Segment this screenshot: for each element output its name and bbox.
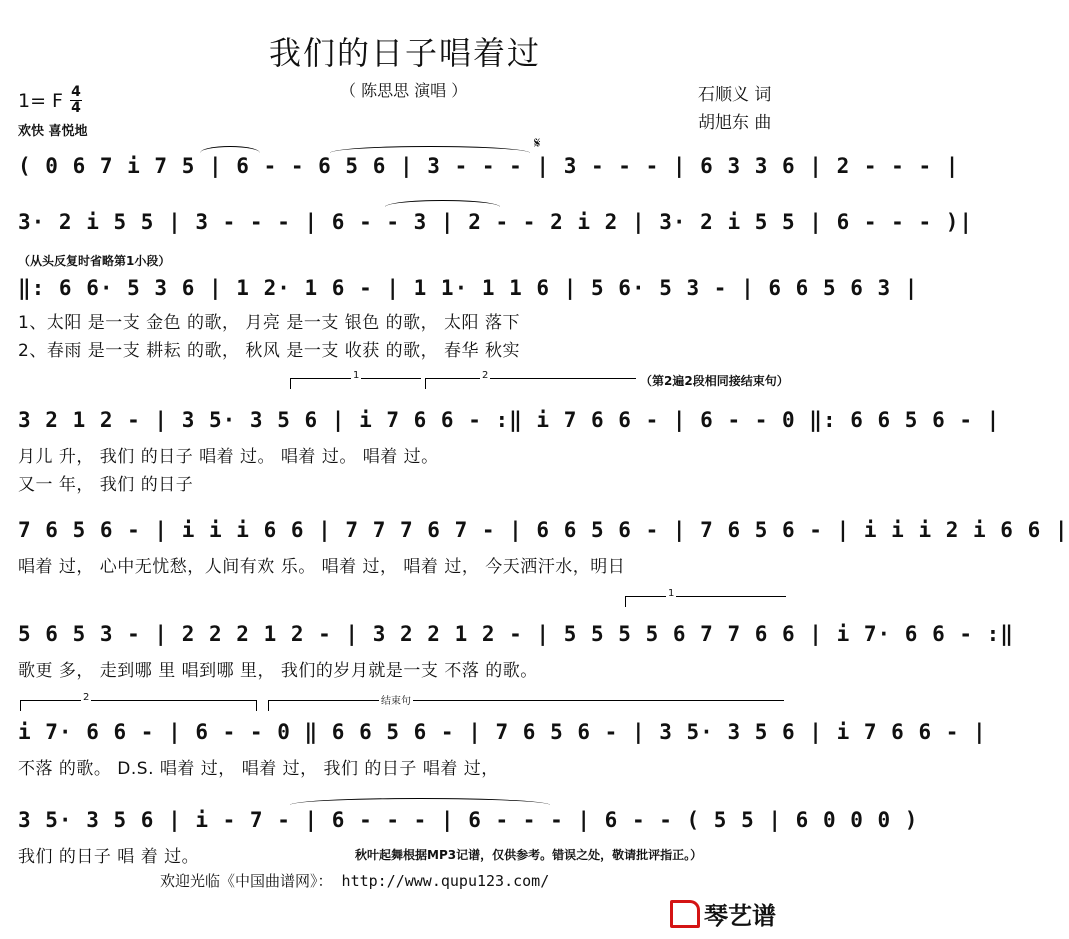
tie-mark <box>330 146 530 153</box>
logo-icon <box>670 900 700 928</box>
site-logo <box>670 896 776 931</box>
volta-bracket-1 <box>290 370 421 389</box>
notation-line-2: 3· 2 i 5 5 | 3 - - - | 6 - - 3 | 2 - - 2 i 2 | 3· 2 i 5 5 | 6 - - - )| <box>18 210 974 234</box>
lyric-line-8: 我们 的日子 唱 着 过。 <box>18 847 200 867</box>
notation-line-4: 3 2 1 2 - | 3 5· 3 5 6 | i 7 6 6 - :‖ i 7 6 6 - | 6 - - 0 ‖: 6 6 5 6 - | <box>18 408 1001 432</box>
volta-label-2: 2 <box>482 370 489 381</box>
lyric-line-3a: 1、太阳 是一支 金色 的歌， 月亮 是一支 银色 的歌， 太阳 落下 <box>18 313 520 333</box>
ending-label: 结束句 <box>379 692 413 707</box>
volta-bracket-2 <box>425 370 636 389</box>
logo-text: 琴艺谱 <box>704 902 776 930</box>
page-title: 我们的日子唱着过 <box>268 34 541 72</box>
segno-icon: 𝄋 <box>534 134 541 152</box>
key-signature: 1= F <box>18 90 63 112</box>
tie-mark <box>385 200 500 207</box>
volta-bracket-2b <box>20 692 257 711</box>
volta-label-2b: 2 <box>83 692 90 703</box>
volta-label-1b: 1 <box>668 588 675 599</box>
lyric-line-6: 歌更 多， 走到哪 里 唱到哪 里， 我们的岁月就是一支 不落 的歌。 <box>18 661 538 681</box>
time-sig-top: 4 <box>71 84 81 100</box>
tie-mark <box>290 798 550 805</box>
volta-bracket-1b <box>625 588 786 607</box>
lyricist-credit: 石顺义 词 <box>698 85 772 105</box>
singer-credit: （ 陈思思 演唱 ） <box>340 81 468 100</box>
footer-welcome: 欢迎光临《中国曲谱网》： http://www.qupu123.com/ <box>160 872 550 890</box>
lyric-line-3b: 2、春雨 是一支 耕耘 的歌， 秋风 是一支 收获 的歌， 春华 秋实 <box>18 341 520 361</box>
repeat-note: （从头反复时省略第1小段） <box>18 254 171 268</box>
notation-line-1: ( 0 6 7 i 7 5 | 6 - - 6 5 6 | 3 - - - | 3 - - - | 6 3 3 6 | 2 - - - | <box>18 154 960 178</box>
notation-line-8: 3 5· 3 5 6 | i - 7 - | 6 - - - | 6 - - - | 6 - - ( 5 5 | 6 0 0 0 ) <box>18 808 919 832</box>
transcription-note: 秋叶起舞根据MP3记谱，仅供参考。错误之处，敬请批评指正。） <box>355 848 703 862</box>
notation-line-3: ‖: 6 6· 5 3 6 | 1 2· 1 6 - | 1 1· 1 1 6 | 5 6· 5 3 - | 6 6 5 6 3 | <box>18 276 919 300</box>
lyric-line-4a: 月儿 升， 我们 的日子 唱着 过。 唱着 过。 唱着 过。 <box>18 447 439 467</box>
ending-bracket <box>268 696 784 711</box>
composer-credit: 胡旭东 曲 <box>698 113 772 133</box>
notation-line-7: i 7· 6 6 - | 6 - - 0 ‖ 6 6 5 6 - | 7 6 5 6 - | 3 5· 3 5 6 | i 7 6 6 - | <box>18 720 987 744</box>
time-sig-bottom: 4 <box>71 100 81 116</box>
notation-line-6: 5 6 5 3 - | 2 2 2 1 2 - | 3 2 2 1 2 - | 5 5 5 5 6 7 7 6 6 | i 7· 6 6 - :‖ <box>18 622 1014 646</box>
lyric-line-5: 唱着 过， 心中无忧愁，人间有欢 乐。 唱着 过， 唱着 过， 今天洒汗水，明日 <box>18 557 626 577</box>
lyric-line-4b: 又一 年， 我们 的日子 <box>18 475 194 495</box>
lyric-line-7: 不落 的歌。 D.S. 唱着 过， 唱着 过， 我们 的日子 唱着 过， <box>18 759 499 779</box>
time-signature <box>70 86 82 115</box>
volta-note: （第2遍2段相同接结束句） <box>640 374 789 388</box>
tie-mark <box>200 146 260 153</box>
tempo-marking: 欢快 喜悦地 <box>18 124 88 139</box>
volta-label-1: 1 <box>353 370 360 381</box>
notation-line-5: 7 6 5 6 - | i i i 6 6 | 7 7 7 6 7 - | 6 6 5 6 - | 7 6 5 6 - | i i i 2 i 6 6 | <box>18 518 1069 542</box>
